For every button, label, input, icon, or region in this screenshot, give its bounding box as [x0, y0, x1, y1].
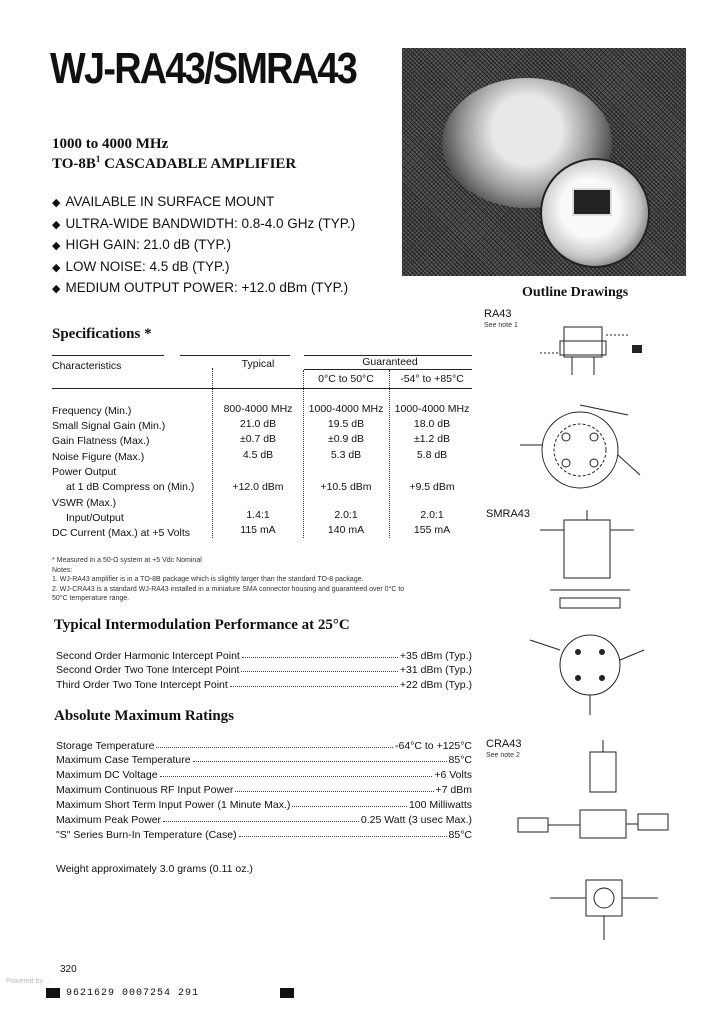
- spec-typical: 4.5 dB: [242, 449, 274, 461]
- smra43-outline-drawing: [520, 510, 660, 725]
- barcode-text: 9621629 0007254 291: [66, 988, 200, 999]
- cra43-note: See note 2: [486, 752, 520, 759]
- divider: [304, 369, 472, 370]
- spec-label: DC Current (Max.) at +5 Volts: [52, 527, 191, 539]
- spec-guaranteed-2: ±1.2 dB: [413, 433, 451, 445]
- spec-label: Gain Flatness (Max.): [52, 435, 150, 447]
- notes-label: Notes:: [52, 566, 73, 574]
- spec-guaranteed-2: +9.5 dBm: [409, 481, 455, 493]
- spec-typical: ±0.7 dB: [239, 433, 277, 445]
- cra43-label: CRA43: [486, 738, 522, 750]
- spec-guaranteed-2: 5.8 dB: [416, 449, 448, 461]
- spec-guaranteed-2: 18.0 dB: [413, 418, 451, 430]
- spec-label: at 1 dB Compress on (Min.): [66, 481, 195, 493]
- col-characteristics: Characteristics: [52, 360, 122, 372]
- cra43-outline-drawing: [490, 740, 690, 955]
- specifications-heading: Specifications *: [52, 326, 152, 342]
- feature-item: ◆ HIGH GAIN: 21.0 dB (TYP.): [52, 235, 355, 257]
- spec-label: Noise Figure (Max.): [52, 451, 145, 463]
- intermod-row: Second Order Harmonic Intercept Point +35 dBm (Typ.): [56, 650, 472, 662]
- amplifier-chip-image: [572, 188, 612, 216]
- abs-max-heading: Absolute Maximum Ratings: [54, 708, 235, 724]
- barcode-mark: [46, 988, 60, 998]
- feature-item: ◆ AVAILABLE IN SURFACE MOUNT: [52, 192, 355, 214]
- divider: [52, 355, 164, 356]
- rating-row: Maximum DC Voltage +6 Volts: [56, 769, 472, 781]
- spec-guaranteed-2: 2.0:1: [420, 509, 444, 521]
- product-title: WJ-RA43/SMRA43: [50, 44, 357, 93]
- spec-typical: 115 mA: [240, 524, 276, 536]
- outline-heading: Outline Drawings: [522, 285, 629, 300]
- feature-item: ◆ ULTRA-WIDE BANDWIDTH: 0.8-4.0 GHz (TYP.): [52, 214, 355, 236]
- col-temp-1: 0°C to 50°C: [318, 373, 374, 385]
- col-typical: Typical: [241, 358, 275, 370]
- column-separator: [212, 368, 213, 538]
- rating-row: Storage Temperature -64°C to +125°C: [56, 740, 472, 752]
- spec-guaranteed-1: 140 mA: [327, 524, 365, 536]
- spec-typical: +12.0 dBm: [232, 481, 284, 493]
- rating-row: Maximum Continuous RF Input Power +7 dBm: [56, 784, 472, 796]
- frequency-range: 1000 to 4000 MHz: [52, 136, 169, 152]
- intermod-heading: Typical Intermodulation Performance at 25°C: [54, 617, 350, 633]
- feature-item: ◆ MEDIUM OUTPUT POWER: +12.0 dBm (TYP.): [52, 278, 355, 300]
- note-1: 1. WJ-RA43 amplifier is in a TO-8B package which is slightly larger than the standard TO-8 package.: [52, 576, 364, 583]
- divider: [52, 388, 472, 389]
- spec-guaranteed-2: 155 mA: [413, 524, 451, 536]
- spec-guaranteed-1: 2.0:1: [334, 509, 358, 521]
- watermark: Powered by ...: [6, 978, 51, 985]
- spec-label: Frequency (Min.): [52, 405, 132, 417]
- spec-guaranteed-1: +10.5 dBm: [320, 481, 372, 493]
- intermod-row: Third Order Two Tone Intercept Point +22 dBm (Typ.): [56, 679, 472, 691]
- rating-row: Maximum Peak Power 0.25 Watt (3 usec Max.): [56, 814, 472, 826]
- spec-guaranteed-1: 1000-4000 MHz: [308, 403, 384, 415]
- spec-label: Power Output: [52, 466, 117, 478]
- ra43-outline-drawing: [500, 305, 660, 505]
- spec-label: Input/Output: [66, 512, 124, 524]
- spec-typical: 800-4000 MHz: [223, 403, 293, 415]
- intermod-row: Second Order Two Tone Intercept Point +31 dBm (Typ.): [56, 664, 472, 676]
- spec-label: Small Signal Gain (Min.): [52, 420, 166, 432]
- rating-row: "S" Series Burn-In Temperature (Case) 85°C: [56, 829, 472, 841]
- page-number: 320: [60, 964, 77, 975]
- product-subtitle: $TO-8B^1$ CASCADABLE AMPLIFIER: [52, 154, 297, 172]
- spec-notes: [52, 556, 412, 604]
- spec-guaranteed-2: 1000-4000 MHz: [394, 403, 470, 415]
- barcode-mark: [280, 988, 294, 998]
- spec-guaranteed-1: ±0.9 dB: [327, 433, 365, 445]
- smra43-label: SMRA43: [486, 508, 531, 520]
- spec-guaranteed-1: 5.3 dB: [330, 449, 362, 461]
- note-2: 2. WJ-CRA43 is a standard WJ-RA43 installed in a miniature SMA connector housing and guaranteed over 0°C to 50°C temperature range.: [52, 585, 405, 602]
- ra43-note: See note 1: [484, 322, 518, 329]
- spec-typical: 21.0 dB: [239, 418, 277, 430]
- spec-label: VSWR (Max.): [52, 497, 117, 509]
- feature-item: ◆ LOW NOISE: 4.5 dB (TYP.): [52, 257, 355, 279]
- rating-row: Maximum Case Temperature 85°C: [56, 754, 472, 766]
- product-photo: [402, 48, 686, 276]
- footnote-star: * Measured in a 50-Ω system at +5 Vdc Nominal: [52, 557, 202, 564]
- divider: [180, 355, 290, 356]
- weight-note: Weight approximately 3.0 grams (0.11 oz.): [56, 863, 253, 875]
- spec-typical: 1.4:1: [246, 509, 270, 521]
- feature-list: [52, 192, 355, 300]
- col-temp-2: -54° to +85°C: [400, 373, 464, 385]
- ra43-label: RA43: [484, 308, 512, 320]
- rating-row: Maximum Short Term Input Power (1 Minute Max.) 100 Milliwatts: [56, 799, 472, 811]
- spec-guaranteed-1: 19.5 dB: [327, 418, 365, 430]
- col-guaranteed: Guaranteed: [362, 356, 418, 368]
